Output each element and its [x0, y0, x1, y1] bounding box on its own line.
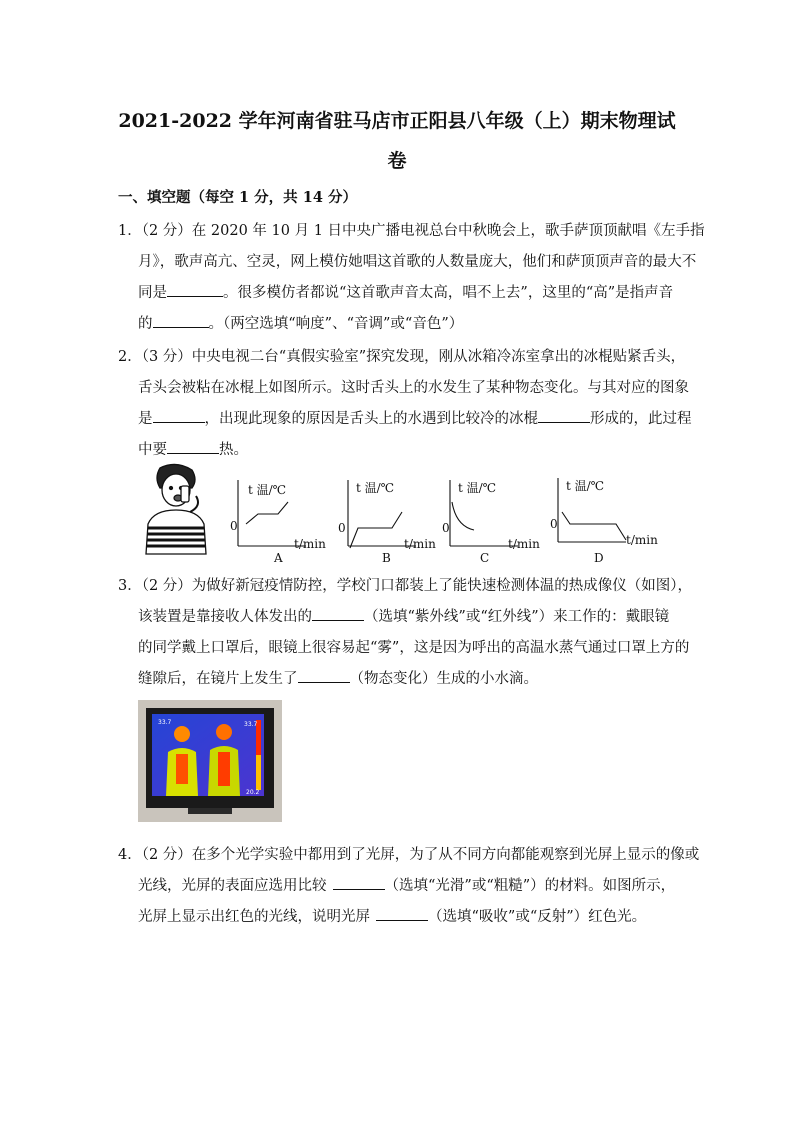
q4-line2 — [138, 874, 675, 895]
x-axis-label: t/min — [626, 533, 658, 547]
answer-blank[interactable] — [167, 439, 219, 454]
x-axis-label: t/min — [508, 537, 540, 551]
phase-change-figure — [138, 462, 668, 565]
q4-line3 — [138, 905, 646, 926]
curve-c — [452, 502, 474, 530]
q3-line1: 3．（2 分）为做好新冠疫情防控，学校门口都装上了能快速检测体温的热成像仪（如图）， — [118, 578, 693, 594]
q3-line4-text-b: （物态变化）生成的小水滴。 — [349, 671, 538, 687]
q2-line4 — [138, 438, 248, 459]
temp-max: 33.7 — [244, 721, 258, 728]
q1-line2: 月》，歌声高亢、空灵，网上模仿她唱这首歌的人数量庞大，他们和萨顶顶声音的最大不 — [138, 254, 697, 270]
q4-line3-text-a: 光屏上显示出红色的光线，说明光屏 — [138, 909, 370, 925]
page-title-line1: 2021-2022 学年河南省驻马店市正阳县八年级（上）期末物理试 — [118, 110, 676, 132]
section-heading: 一、填空题（每空 1 分，共 14 分） — [118, 189, 357, 206]
answer-blank[interactable] — [538, 408, 590, 423]
answer-blank[interactable] — [333, 875, 385, 890]
boy-illustration — [146, 464, 206, 554]
q1-line3-text-b: 。很多模仿者都说“这首歌声音太高，唱不上去”，这里的“高”是指声音 — [223, 285, 674, 301]
x-axis-label: t/min — [404, 537, 436, 551]
q3-line2 — [138, 605, 669, 626]
q3-line4 — [138, 667, 538, 688]
temp-reading: 33.7 — [158, 719, 172, 726]
curve-d — [562, 512, 626, 540]
q2-line1: 2．（3 分）中央电视二台“真假实验室”探究发现，刚从冰箱冷冻室拿出的冰棍贴紧舌头， — [118, 349, 686, 365]
curve-b — [350, 512, 402, 548]
answer-blank[interactable] — [376, 906, 428, 921]
y-axis-label: t 温/℃ — [458, 481, 497, 495]
answer-blank[interactable] — [167, 282, 223, 297]
q3-line2-text-b: （选填“紫外线”或“红外线”）来工作的：戴眼镜 — [364, 609, 670, 625]
origin-label: 0 — [442, 521, 450, 535]
origin-label: 0 — [550, 517, 558, 531]
thermal-camera-photo — [138, 700, 282, 822]
q3-line2-text-a: 该装置是靠接收人体发出的 — [138, 609, 312, 625]
q1-line1: 1．（2 分）在 2020 年 10 月 1 日中央广播电视总台中秋晚会上，歌手萨顶顶献唱《左手指 — [118, 223, 705, 239]
q3-line4-text-a: 缝隙后，在镜片上发生了 — [138, 671, 298, 687]
curve-a — [246, 502, 288, 524]
graph-letter: D — [594, 551, 604, 565]
q1-line4-text-b: 。（两空选填“响度”、“音调”或“音色”） — [208, 316, 464, 332]
origin-label: 0 — [230, 519, 238, 533]
graph-letter: C — [480, 551, 490, 565]
q1-line3 — [138, 281, 673, 302]
answer-blank[interactable] — [312, 606, 364, 621]
q4-line2-text-a: 光线，光屏的表面应选用比较 — [138, 878, 327, 894]
q3-line3: 的同学戴上口罩后，眼镜上很容易起“雾”，这是因为呼出的高温水蒸气通过口罩上方的 — [138, 640, 690, 656]
q2-line3-text-c: 形成的，此过程 — [590, 411, 692, 427]
origin-label: 0 — [338, 521, 346, 535]
q4-line3-text-b: （选填“吸收”或“反射”）红色光。 — [428, 909, 647, 925]
q2-line3-text-b: ，出现此现象的原因是舌头上的水遇到比较冷的冰棍 — [204, 411, 538, 427]
answer-blank[interactable] — [153, 408, 205, 423]
graph-letter: A — [274, 551, 283, 565]
graph-letter: B — [382, 551, 391, 565]
q2-line3 — [138, 407, 692, 428]
x-axis-label: t/min — [294, 537, 326, 551]
answer-blank[interactable] — [153, 313, 209, 328]
y-axis-label: t 温/℃ — [356, 481, 395, 495]
y-axis-label: t 温/℃ — [248, 483, 287, 497]
q1-line4-text-a: 的 — [138, 316, 153, 332]
q2-line4-text-b: 热。 — [219, 442, 248, 458]
q4-line2-text-b: （选填“光滑”或“粗糙”）的材料。如图所示， — [384, 878, 676, 894]
temp-min: 20.2 — [246, 789, 260, 796]
q2-line3-text-a: 是 — [138, 411, 153, 427]
q2-line4-text-a: 中要 — [138, 442, 167, 458]
q2-line2: 舌头会被粘在冰棍上如图所示。这时舌头上的水发生了某种物态变化。与其对应的图象 — [138, 380, 689, 396]
answer-blank[interactable] — [298, 668, 350, 683]
page-title-line2: 卷 — [387, 150, 407, 172]
q1-line3-text-a: 同是 — [138, 285, 167, 301]
q4-line1: 4．（2 分）在多个光学实验中都用到了光屏，为了从不同方向都能观察到光屏上显示的像或 — [118, 847, 700, 863]
q1-line4 — [138, 312, 463, 333]
y-axis-label: t 温/℃ — [566, 479, 605, 493]
